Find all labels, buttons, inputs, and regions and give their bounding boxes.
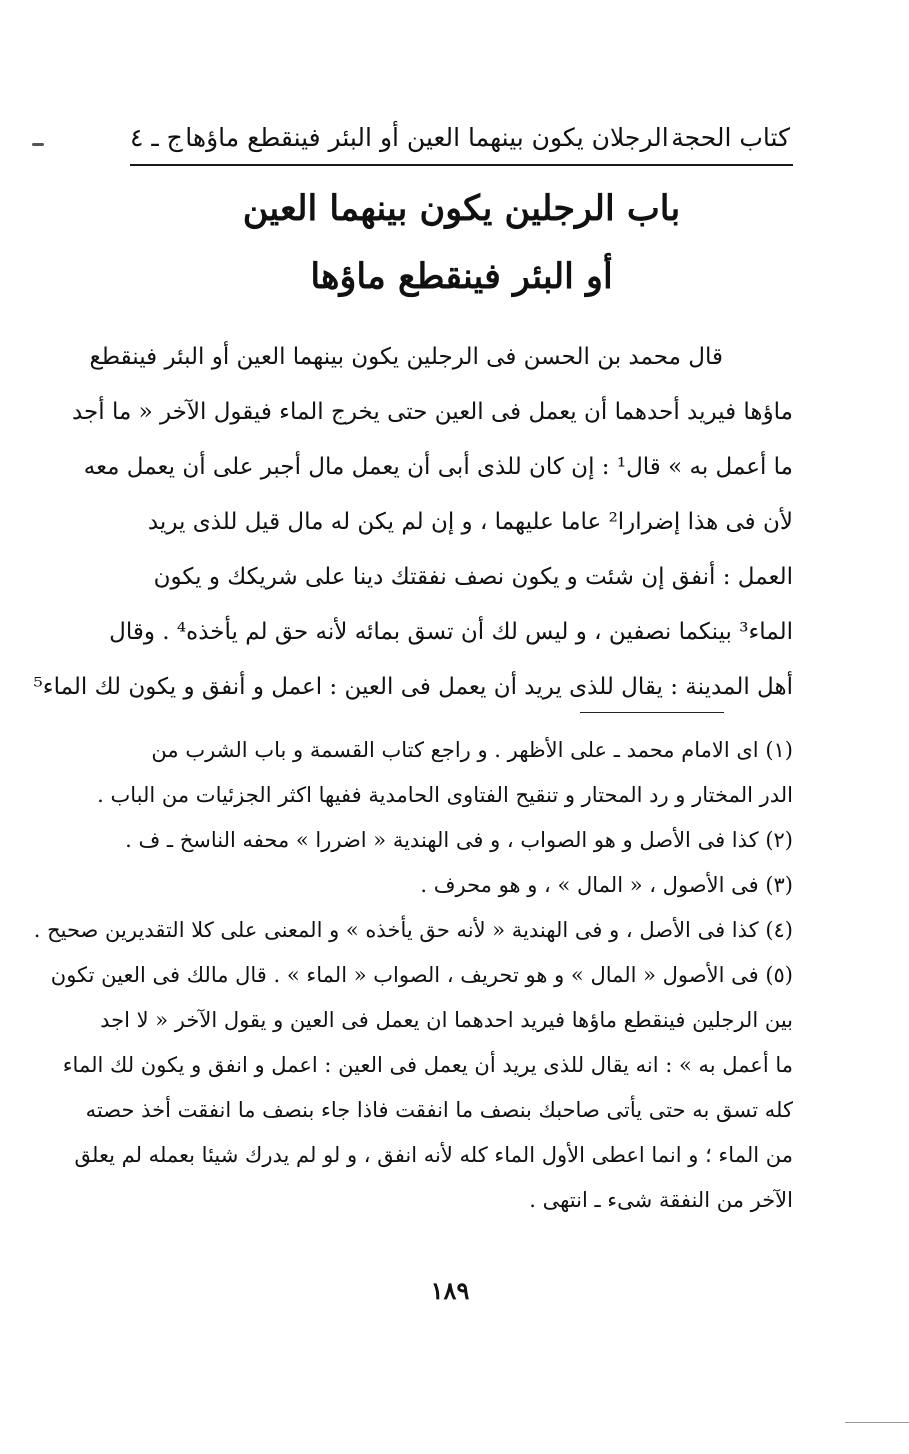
footnote-line: من الماء ؛ و انما اعطى الأول الماء كله لأنه انفق ، و لو لم يدرك شيئا بعمله لم يعلق xyxy=(74,1143,793,1167)
text-line: ماؤها فيريد أحدهما أن يعمل فى العين حتى يخرج الماء فيقول الآخر « ما أجد xyxy=(71,399,793,425)
chapter-heading-line-1: باب الرجلين يكون بينهما العين xyxy=(242,188,681,229)
footnote-line: (٤) كذا فى الأصل ، و فى الهندية « لأنه حق يأخذه » و المعنى على كلا التقديرين صحيح . xyxy=(33,918,793,942)
footnote-line: ما أعمل به » : انه يقال للذى يريد أن يعمل فى العين : اعمل و انفق و يكون لك الماء xyxy=(62,1053,793,1077)
header-divider xyxy=(130,164,793,166)
footnote-line: بين الرجلين فينقطع ماؤها فيريد احدهما ان يعمل فى العين و يقول الآخر « لا اجد xyxy=(100,1008,793,1032)
header-book-title: كتاب الحجة xyxy=(671,123,790,152)
text-line: العمل : أنفق إن شئت و يكون نصف نفقتك دينا على شريكك و يكون xyxy=(153,564,793,590)
text-line: أهل المدينة : يقال للذى يريد أن يعمل فى العين : اعمل و أنفق و يكون لك الماء⁵ xyxy=(33,674,793,700)
footnote-line: الدر المختار و رد المحتار و تنقيح الفتاوى الحامدية ففيها اكثر الجزئيات من الباب . xyxy=(97,783,793,807)
footnote-divider xyxy=(580,712,724,713)
edge-mark xyxy=(845,1422,909,1423)
footnote-line: كله تسق به حتى يأتى صاحبك بنصف ما انفقت فاذا جاء بنصف ما انفقت أخذ حصته xyxy=(85,1098,793,1122)
scan-speck xyxy=(32,143,44,146)
chapter-heading-line-2: أو البئر فينقطع ماؤها xyxy=(310,256,613,297)
text-line: لأن فى هذا إضرارا² عاما عليهما ، و إن لم يكن له مال قيل للذى يريد xyxy=(147,509,793,535)
text-line: ما أعمل به » قال¹ : إن كان للذى أبى أن يعمل مال أجبر على أن يعمل معه xyxy=(83,454,793,480)
page-number: ١٨٩ xyxy=(430,1276,470,1305)
text-line: قال محمد بن الحسن فى الرجلين يكون بينهما العين أو البئر فينقطع xyxy=(89,344,723,370)
footnote-line: الآخر من النفقة شىء ـ انتهى . xyxy=(529,1188,793,1212)
running-header xyxy=(130,110,790,152)
footnotes xyxy=(33,728,793,1223)
footnote-line: (١) اى الامام محمد ـ على الأظهر . و راجع كتاب القسمة و باب الشرب من xyxy=(151,738,793,762)
header-chapter-title: الرجلان يكون بينهما العين أو البئر فينقطع ماؤها xyxy=(185,123,669,152)
text-line: الماء³ بينكما نصفين ، و ليس لك أن تسق بمائه لأنه حق لم يأخذه⁴ . وقال xyxy=(109,619,793,645)
main-text xyxy=(33,330,793,715)
footnote-line: (٣) فى الأصول ، « المال » ، و هو محرف . xyxy=(420,873,793,897)
footnote-line: (٥) فى الأصول « المال » و هو تحريف ، الصواب « الماء » . قال مالك فى العين تكون xyxy=(50,963,793,987)
header-volume: ج ـ ٤ xyxy=(130,123,183,152)
footnote-line: (٢) كذا فى الأصل و هو الصواب ، و فى الهندية « اضررا » محفه الناسخ ـ ف . xyxy=(125,828,793,852)
